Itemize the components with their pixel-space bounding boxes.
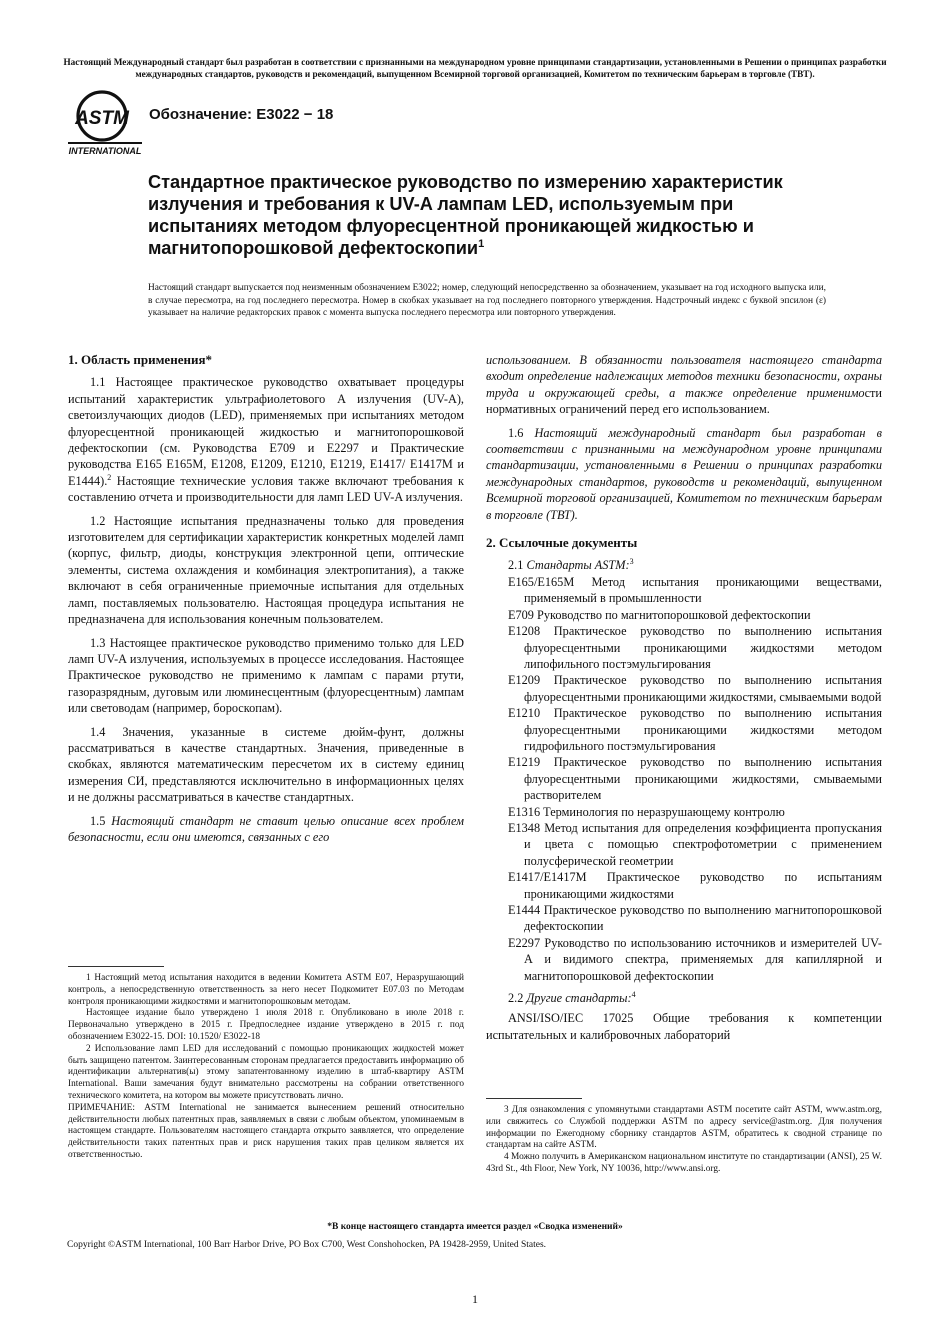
footnote-1: 1 Настоящий метод испытания находится в ведении Комитета ASTM E07, Неразрушающий контроль, а непосредственную ответственность за него несет Подкомитет E07.03 по Методам контроля проникающими жидкостями и магнитопорошковым методам. [68, 973, 464, 1007]
issuance-note: Настоящий стандарт выпускается под неизменным обозначением E3022; номер, следующий непосредственно за обозначением, указывает на год исходного выпуска или, в случае пересмотра, на год последнего пересмотра. Номер в скобках указывает на год последнего повторного утверждения. Надстрочный индекс с буквой эпсилон (ε) указывает на наличие редакторских правок с момента выпуска последнего пересмотра или повторного утверждения. [148, 283, 826, 319]
footnotes-right [486, 1098, 882, 1176]
footnotes-left [68, 966, 464, 1162]
footnote-separator-left [68, 966, 164, 967]
paragraph-1-5-continuation [486, 352, 882, 418]
title-footnote-mark: 1 [478, 237, 485, 250]
paragraph-1-3: 1.3 Настоящее практическое руководство применимо только для LED ламп UV-A излучения, используемых в процессе исследования. Настоящее Практическое руководство не применимо к лампам с парами ртути, газоразрядным, дуговым или люминесцентным (флуоресцентным) лампам или световодам (например, бороскопам). [68, 635, 464, 716]
standard-designation: Обозначение: E3022 − 18 [149, 106, 334, 123]
footnote-3: 3 Для ознакомления с упомянутыми стандартами ASTM посетите сайт ASTM, www.astm.org, или свяжитесь со Службой поддержки ASTM по адресу service@astm.org. Для получения информации по Ежегодному сборнику стандартов ASTM, обратитесь к сводной странице по стандартам на сайте ASTM. [486, 1105, 882, 1151]
paragraph-1-1 [68, 374, 464, 505]
right-column [486, 352, 882, 1043]
reference-item: E1219 Практическое руководство по выполнению испытания флуоресцентными проникающими жидкостями, смываемыми растворителем [508, 755, 882, 803]
paragraph-1-5 [68, 813, 464, 846]
paragraph-1-5-continuation-plain: сти нормативных ограничений перед его использованием. [486, 385, 882, 417]
astm-logo [66, 88, 144, 158]
reference-item: E1208 Практическое руководство по выполнению испытания флуоресцентными проникающими жидкостями методом липофильного постэмульгирования [508, 624, 882, 671]
paragraph-1-6-text: Настоящий международный стандарт был разработан в соответствии с признанными на международном уровне принципами стандартизации, установленными в Решении о принципах разработки международных стандартов, руководств и рекомендаций, выпущенном Всемирной торговой организацией, Комитетом по техническим барьерам в торговле (ТВТ). [486, 425, 882, 522]
paragraph-1-1-text: 1.1 Настоящее практическое руководство охватывает процедуры испытаний характеристик ультрафиолетового A излучения (UV-A), светоизлучающих диодов (LED), применяемых при испытаниях методом флуоресцентной проникающей жидкостью и магнитопорошковой дефектоскопии (см. Руководства E709 и E2297 и Практические руководства E165 E165M, E1208, E1209, E1210, E1219, E1417/ E1417M и E1444). [68, 375, 464, 488]
international-standard-notice: Настоящий Международный стандарт был разработан в соответствии с признанными на международном уровне принципами стандартизации, установленными в Решении о принципах разработки международных стандартов, руководств и рекомендаций, выпущенном Всемирной торговой организацией, Комитетом по техническим барьерам в торговле (ТВТ). [63, 57, 887, 79]
astm-logo-letters: ASTM [75, 108, 129, 129]
footnote-ref-4: 4 [631, 989, 636, 999]
astm-logo-subtext: INTERNATIONAL [68, 146, 142, 156]
summary-of-changes-note: *В конце настоящего стандарта имеется раздел «Сводка изменений» [327, 1222, 623, 1232]
paragraph-1-4: 1.4 Значения, указанные в системе дюйм-фунт, должны рассматриваться в качестве стандартных. Значения, приведенные в скобках, являются математическим пересчетом их в систему единиц измерения СИ, представляются исключительно в информационных целях и не должны рассматриваться в качестве стандартных. [68, 724, 464, 805]
footnote-ref-2: 2 [107, 472, 112, 482]
footnote-4: 4 Можно получить в Американском национальном институте по стандартизации (ANSI), 25 W. 43rd St., 4th Floor, New York, NY 10036, http://www.ansi.org. [486, 1152, 882, 1174]
reference-item: E1417/E1417M Практическое руководство по испытаниям проникающими жидкостями [508, 870, 882, 901]
paragraph-1-6-number: 1.6 [508, 425, 535, 440]
reference-item: E1348 Метод испытания для определения коэффициента пропускания и цвета с помощью спектрофотометрии с применением полусферической геометрии [508, 820, 882, 868]
subsection-2-2-title: Другие стандарты: [526, 991, 632, 1006]
paragraph-1-5-continuation-italic: использованием. В обязанности пользователя настоящего стандарта входит определение надлежащих методов техники безопасности, охраны труда и окружающей среды, а также определение применимо [486, 353, 882, 400]
reference-item: E1210 Практическое руководство по выполнению испытания флуоресцентными проникающими жидкостями методом гидрофильного постэмульгирования [508, 706, 882, 753]
document-title [148, 171, 828, 259]
reference-item: E1209 Практическое руководство по выполнению испытания флуоресцентными проникающими жидкостями, смываемыми водой [508, 673, 882, 704]
paragraph-1-6 [486, 425, 882, 523]
subsection-2-2 [486, 990, 882, 1006]
reference-item: E1316 Терминология по неразрушающему контролю [508, 804, 785, 819]
reference-item: E709 Руководство по магнитопорошковой дефектоскопии [508, 607, 811, 622]
page-number: 1 [472, 1292, 478, 1306]
footnote-1-approval: Настоящее издание было утверждено 1 июля 2018 г. Опубликовано в июле 2018 г. Первоначально утверждено в 2015 г. Предпоследнее издание утверждено в 2015 г. под обозначением E3022-15. DOI: 10.1520/ E3022-18 [68, 1008, 464, 1042]
subsection-2-1-title: Стандарты ASTM: [526, 558, 630, 573]
copyright-line: Copyright ©ASTM International, 100 Barr Harbor Drive, PO Box C700, West Conshohocken, PA 19428-2959, United States. [67, 1240, 547, 1250]
section-2-heading: 2. Ссылочные документы [486, 535, 638, 551]
section-1-heading: 1. Область применения* [68, 352, 212, 367]
paragraph-1-2: 1.2 Настоящие испытания предназначены только для проведения изготовителем для сертификации характеристик конкретных моделей ламп (корпус, фильтр, диоды, конструкция электронной цепи, оптические элементы, система охлаждения и комбинация электропитания), а также включают в себя ограниченные приемочные испытания для отдельных ламп, поставляемых пользователю. Настоящая процедура испытания не предназначена для использования конечным пользователем. [68, 513, 464, 627]
footnote-ref-3: 3 [629, 557, 634, 567]
left-column [68, 352, 464, 852]
footnote-separator-right [486, 1098, 582, 1099]
paragraph-1-1-tail: Настоящие технические условия также включают требования к составлению отчета и производительности для ламп LED UV-A излучения. [68, 473, 464, 505]
subsection-2-1 [486, 557, 882, 573]
title-text: Стандартное практическое руководство по измерению характеристик излучения и требования к UV-A лампам LED, используемым при испытаниях методом флуоресцентной проникающей жидкостью и магнитопорошковой дефектоскопии [148, 172, 783, 258]
paragraph-1-5-number: 1.5 [90, 813, 112, 828]
ansi-reference: ANSI/ISO/IEC 17025 Общие требования к компетенции испытательных и калибровочных лабораторий [486, 1011, 882, 1042]
reference-item: E165/E165M Метод испытания проникающими веществами, применяемый в промышленности [508, 574, 882, 606]
reference-item: E2297 Руководство по использованию источников и измерителей UV-A и видимого спектра, применяемых для капиллярной и магнитопорошковой дефектоскопии [508, 935, 882, 983]
reference-item: E1444 Практическое руководство по выполнению магнитопорошковой дефектоскопии [508, 903, 882, 934]
subsection-2-1-number: 2.1 [508, 558, 527, 573]
subsection-2-2-number: 2.2 [508, 991, 527, 1006]
footnote-2-note: ПРИМЕЧАНИЕ: ASTM International не занимается вынесением решений относительно действительности любых патентных прав, заявляемых в связи с любым объектом, упоминаемым в настоящем стандарте. Пользователям настоящего стандарта открыто заявляется, что определение действительности таких патентных прав и риск нарушения таких прав целиком является их ответственностью. [68, 1102, 464, 1160]
paragraph-1-5-text: Настоящий стандарт не ставит целью описание всех проблем безопасности, если они имеются, связанных с его [68, 813, 464, 844]
footnote-2: 2 Использование ламп LED для исследований с помощью проникающих жидкостей может быть защищено патентом. Заинтересованным сторонам предлагается предоставить информацию об идентификации альтернатив(ы) этому запатентованному изделию в штаб-квартиру ASTM International. Ваши замечания будут внимательно рассмотрены на собрании ответственного технического комитета, на котором вы можете присутствовать лично. [68, 1043, 464, 1101]
